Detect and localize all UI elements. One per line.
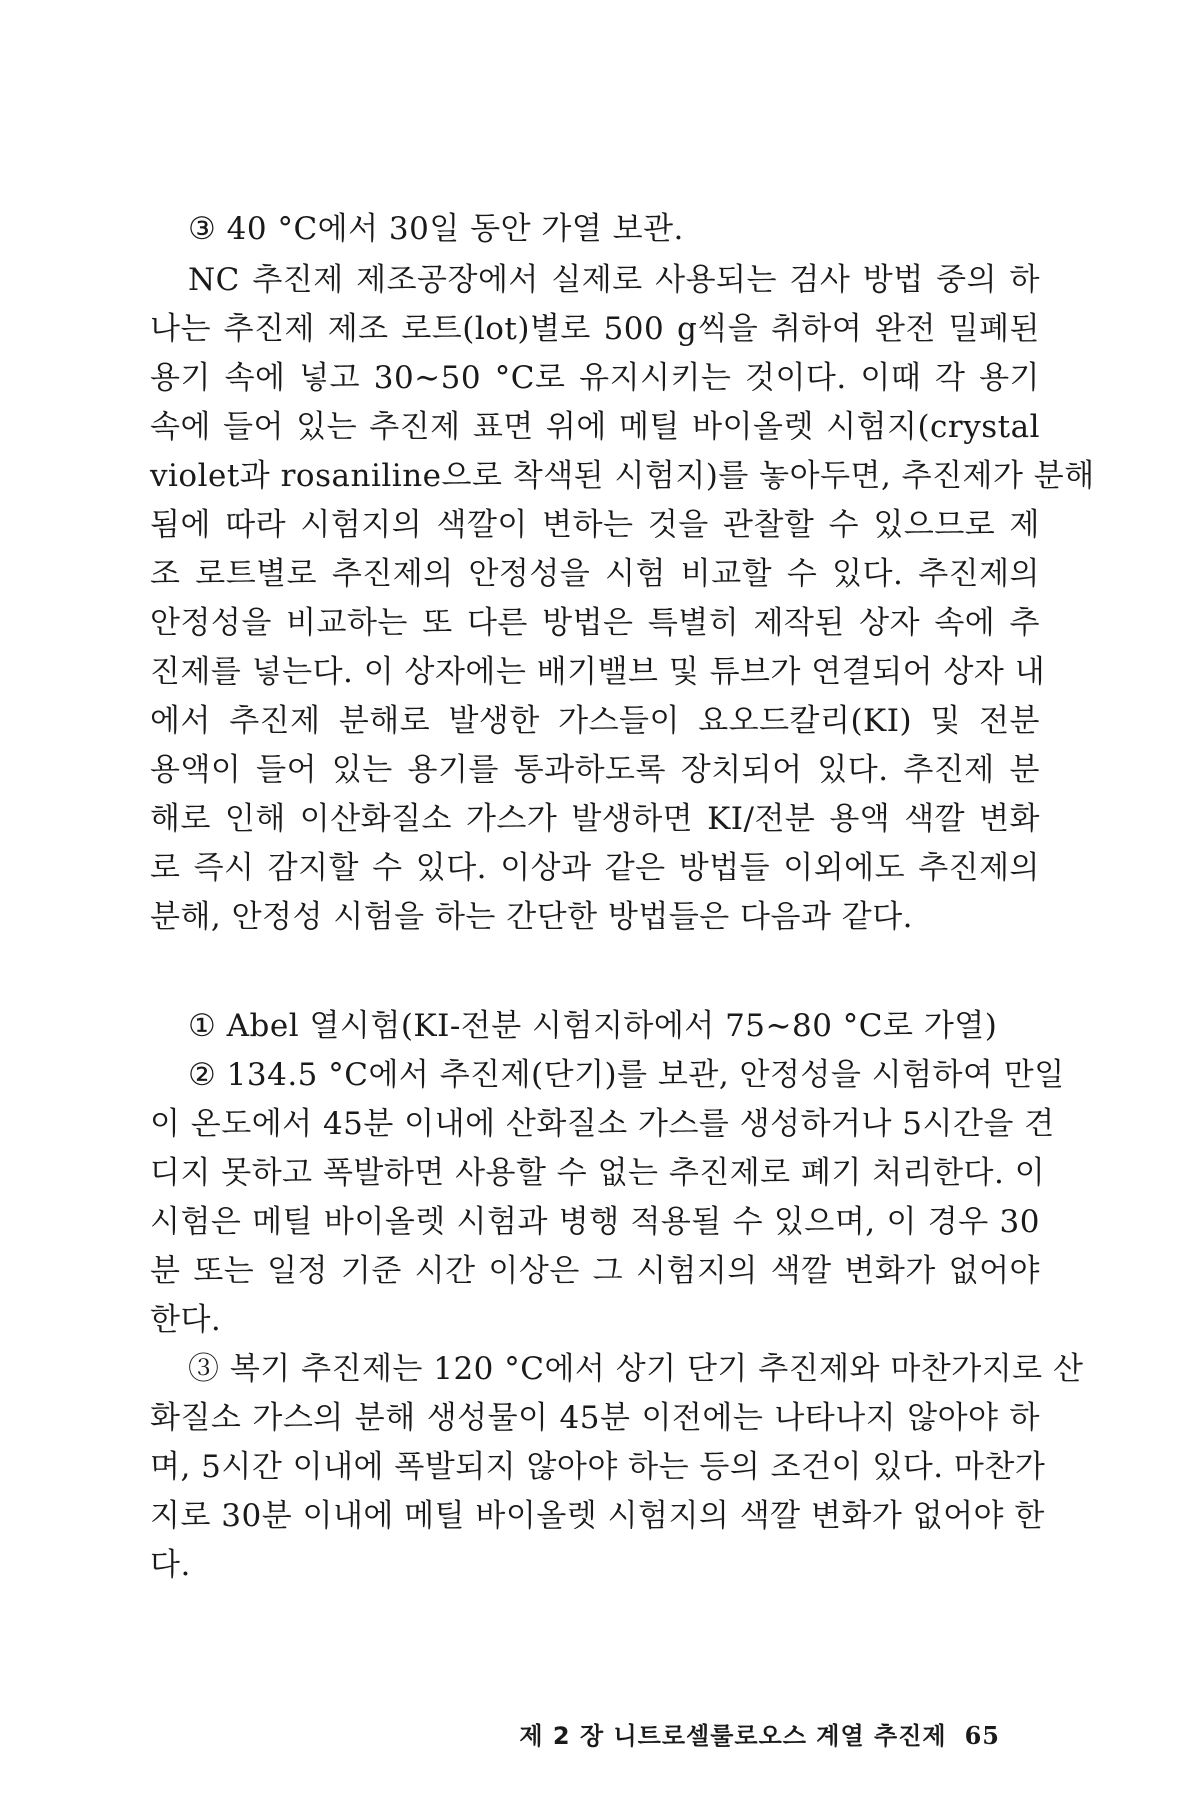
list-item-line: 한다. — [150, 1302, 222, 1338]
main-paragraph — [150, 256, 1095, 942]
paragraph-line: NC 추진제 제조공장에서 실제로 사용되는 검사 방법 중의 하 — [188, 262, 1040, 298]
paragraph-line: 조 로트별로 추진제의 안정성을 시험 비교할 수 있다. 추진제의 — [150, 556, 1040, 592]
paragraph-line: 에서 추진제 분해로 발생한 가스들이 요오드칼리(KI) 및 전분 — [150, 703, 1040, 739]
paragraph-line: 됨에 따라 시험지의 색깔이 변하는 것을 관찰할 수 있으므로 제 — [150, 507, 1040, 543]
list-item-2 — [150, 1051, 1065, 1345]
list-item-line: ② 134.5 °C에서 추진제(단기)를 보관, 안정성을 시험하여 만일 — [188, 1057, 1065, 1093]
list-item-top — [150, 205, 1040, 254]
paragraph-line: 나는 추진제 제조 로트(lot)별로 500 g씩을 취하여 완전 밀폐된 — [150, 311, 1040, 347]
list-item-line: 화질소 가스의 분해 생성물이 45분 이전에는 나타나지 않아야 하 — [150, 1400, 1040, 1436]
list-item-1: ① Abel 열시험(KI-전분 시험지하에서 75∼80 °C로 가열) — [188, 1008, 998, 1044]
list-item-line: 다. — [150, 1547, 191, 1583]
list-item-line: 시험은 메틸 바이올렛 시험과 병행 적용될 수 있으며, 이 경우 30 — [150, 1204, 1040, 1240]
paragraph-line: 용액이 들어 있는 용기를 통과하도록 장치되어 있다. 추진제 분 — [150, 752, 1040, 788]
paragraph-line: 해로 인해 이산화질소 가스가 발생하면 KI/전분 용액 색깔 변화 — [150, 801, 1040, 837]
list-item-3 — [150, 1345, 1084, 1590]
paragraph-line: 안정성을 비교하는 또 다른 방법은 특별히 제작된 상자 속에 추 — [150, 605, 1040, 641]
paragraph-line: violet과 rosaniline으로 착색된 시험지)를 놓아두면, 추진제가 분해 — [150, 458, 1095, 494]
list-item-line: 이 온도에서 45분 이내에 산화질소 가스를 생성하거나 5시간을 견 — [150, 1106, 1055, 1142]
paragraph-line: 로 즉시 감지할 수 있다. 이상과 같은 방법들 이외에도 추진제의 — [150, 850, 1040, 886]
paragraph-line: 분해, 안정성 시험을 하는 간단한 방법들은 다음과 같다. — [150, 899, 913, 935]
list-item-line: 지로 30분 이내에 메틸 바이올렛 시험지의 색깔 변화가 없어야 한 — [150, 1498, 1045, 1534]
paragraph-line: 용기 속에 넣고 30∼50 °C로 유지시키는 것이다. 이때 각 용기 — [150, 360, 1040, 396]
chapter-title: 제 2 장 니트로셀룰로오스 계열 추진제 — [519, 1722, 947, 1750]
page-footer — [519, 1716, 1000, 1751]
list-item-line: ③ 40 °C에서 30일 동안 가열 보관. — [188, 211, 684, 247]
list-item-line: ③ 복기 추진제는 120 °C에서 상기 단기 추진제와 마찬가지로 산 — [188, 1351, 1084, 1387]
list-item-line: 분 또는 일정 기준 시간 이상은 그 시험지의 색깔 변화가 없어야 — [150, 1253, 1040, 1289]
list-item-line: 디지 못하고 폭발하면 사용할 수 없는 추진제로 폐기 처리한다. 이 — [150, 1155, 1046, 1191]
numbered-list — [150, 1002, 1084, 1590]
paragraph-line: 속에 들어 있는 추진제 표면 위에 메틸 바이올렛 시험지(crystal — [150, 409, 1040, 445]
list-item-line: 며, 5시간 이내에 폭발되지 않아야 하는 등의 조건이 있다. 마찬가 — [150, 1449, 1046, 1485]
paragraph-line: 진제를 넣는다. 이 상자에는 배기밸브 및 튜브가 연결되어 상자 내 — [150, 654, 1046, 690]
page-number: 65 — [964, 1721, 1000, 1750]
